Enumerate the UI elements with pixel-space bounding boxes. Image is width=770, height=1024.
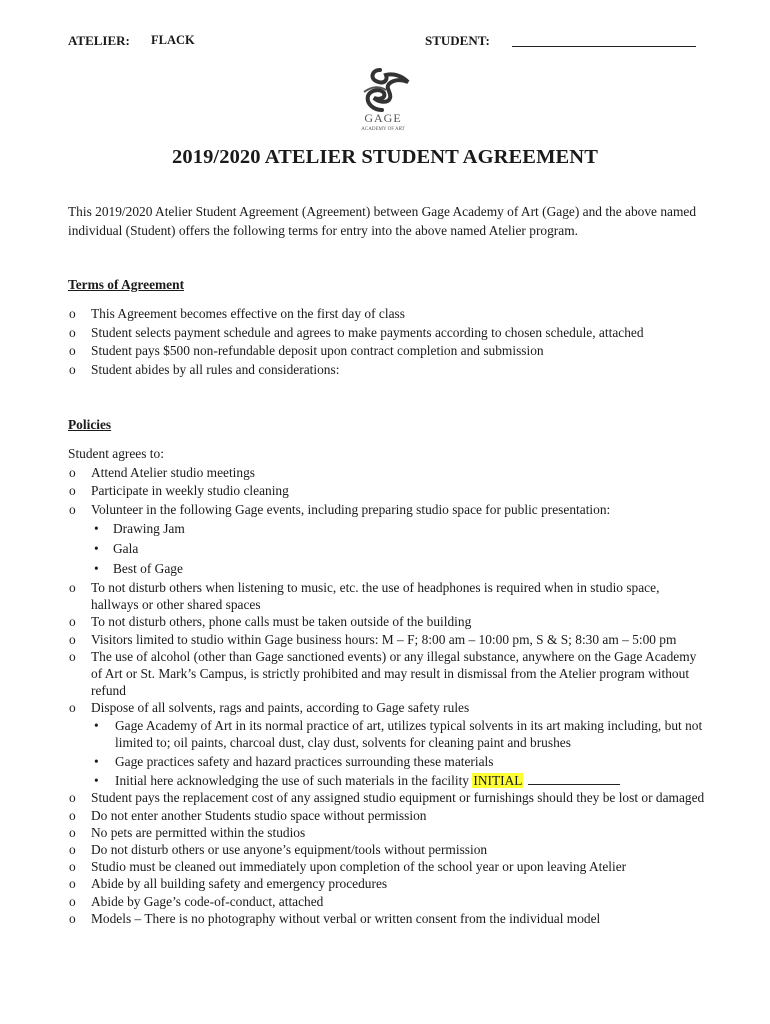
list-item: o The use of alcohol (other than Gage sanctioned events) or any illegal substance, anywhere on the Gage Academy of Art or St. Mark’s Campus, is strictly prohibited and may result in dismissal from the Atelier program without refund: [68, 648, 708, 700]
student-label: STUDENT:: [425, 33, 490, 48]
list-item: o Dispose of all solvents, rags and paints, according to Gage safety rules: [68, 699, 708, 716]
list-item: o Studio must be cleaned out immediately upon completion of the school year or upon leaving Atelier: [68, 858, 708, 875]
list-item: o Abide by all building safety and emergency procedures: [68, 875, 708, 892]
events-list: [68, 519, 708, 579]
list-item: o Attend Atelier studio meetings: [68, 464, 708, 483]
page-header: [68, 33, 700, 53]
gage-logo: [350, 64, 416, 132]
list-item: o To not disturb others when listening to music, etc. the use of headphones is required when in studio space, hallways or other shared spaces: [68, 579, 708, 613]
policies-heading: Policies: [68, 417, 112, 432]
logo-subtitle: ACADEMY OF ART: [361, 127, 405, 132]
initial-field[interactable]: [528, 772, 620, 785]
terms-heading: Terms of Agreement: [68, 277, 185, 292]
logo-name: GAGE: [364, 111, 402, 125]
policies-section: [68, 445, 708, 927]
atelier-value: FLACK: [151, 33, 195, 47]
list-item: o Do not enter another Students studio space without permission: [68, 807, 708, 824]
intro-paragraph: This 2019/2020 Atelier Student Agreement (Agreement) between Gage Academy of Art (Gage) and the above named individual (Student) offers the following terms for entry into the above named Atelier program.: [68, 204, 697, 238]
list-item: o Abide by Gage’s code-of-conduct, attached: [68, 893, 708, 910]
list-item: o To not disturb others, phone calls must be taken outside of the building: [68, 613, 708, 630]
list-item: o This Agreement becomes effective on the first day of class: [68, 305, 708, 324]
list-item: o Models – There is no photography without verbal or written consent from the individual model: [68, 910, 708, 927]
list-item: o Student pays $500 non-refundable deposit upon contract completion and submission: [68, 342, 708, 361]
list-item: o Participate in weekly studio cleaning: [68, 482, 708, 501]
safety-item: • Gage Academy of Art in its normal practice of art, utilizes typical solvents in its art making including, but not limited to; oil paints, charcoal dust, clay dust, solvents for cleaning paint and brushes: [91, 717, 708, 751]
list-item: o Student abides by all rules and considerations:: [68, 361, 708, 380]
safety-item: [91, 772, 708, 789]
policies-lead: Student agrees to:: [68, 446, 164, 461]
list-item: o Do not disturb others or use anyone’s equipment/tools without permission: [68, 841, 708, 858]
page-title: 2019/2020 ATELIER STUDENT AGREEMENT: [172, 146, 598, 168]
safety-list: [91, 717, 708, 790]
list-item: o No pets are permitted within the studios: [68, 824, 708, 841]
list-item: o Visitors limited to studio within Gage business hours: M – F; 8:00 am – 10:00 pm, S & S; 8:30 am – 5:00 pm: [68, 631, 708, 648]
event-item: • Gala: [91, 539, 708, 559]
list-item: o Student pays the replacement cost of any assigned studio equipment or furnishings should they be lost or damaged: [68, 789, 708, 806]
terms-list: [68, 305, 708, 379]
student-name-field[interactable]: [512, 46, 696, 47]
list-item: o Student selects payment schedule and agrees to make payments according to chosen schedule, attached: [68, 324, 708, 343]
list-item: [68, 501, 708, 520]
list-item-text: Volunteer in the following Gage events, including preparing studio space for public presentation:: [91, 501, 611, 517]
initial-label: INITIAL: [473, 773, 523, 789]
safety-item-text: Initial here acknowledging the use of such materials in the facility: [115, 773, 469, 789]
atelier-label: ATELIER:: [68, 33, 130, 48]
safety-item: • Gage practices safety and hazard practices surrounding these materials: [91, 753, 708, 770]
event-item: • Best of Gage: [91, 559, 708, 579]
event-item: • Drawing Jam: [91, 519, 708, 539]
